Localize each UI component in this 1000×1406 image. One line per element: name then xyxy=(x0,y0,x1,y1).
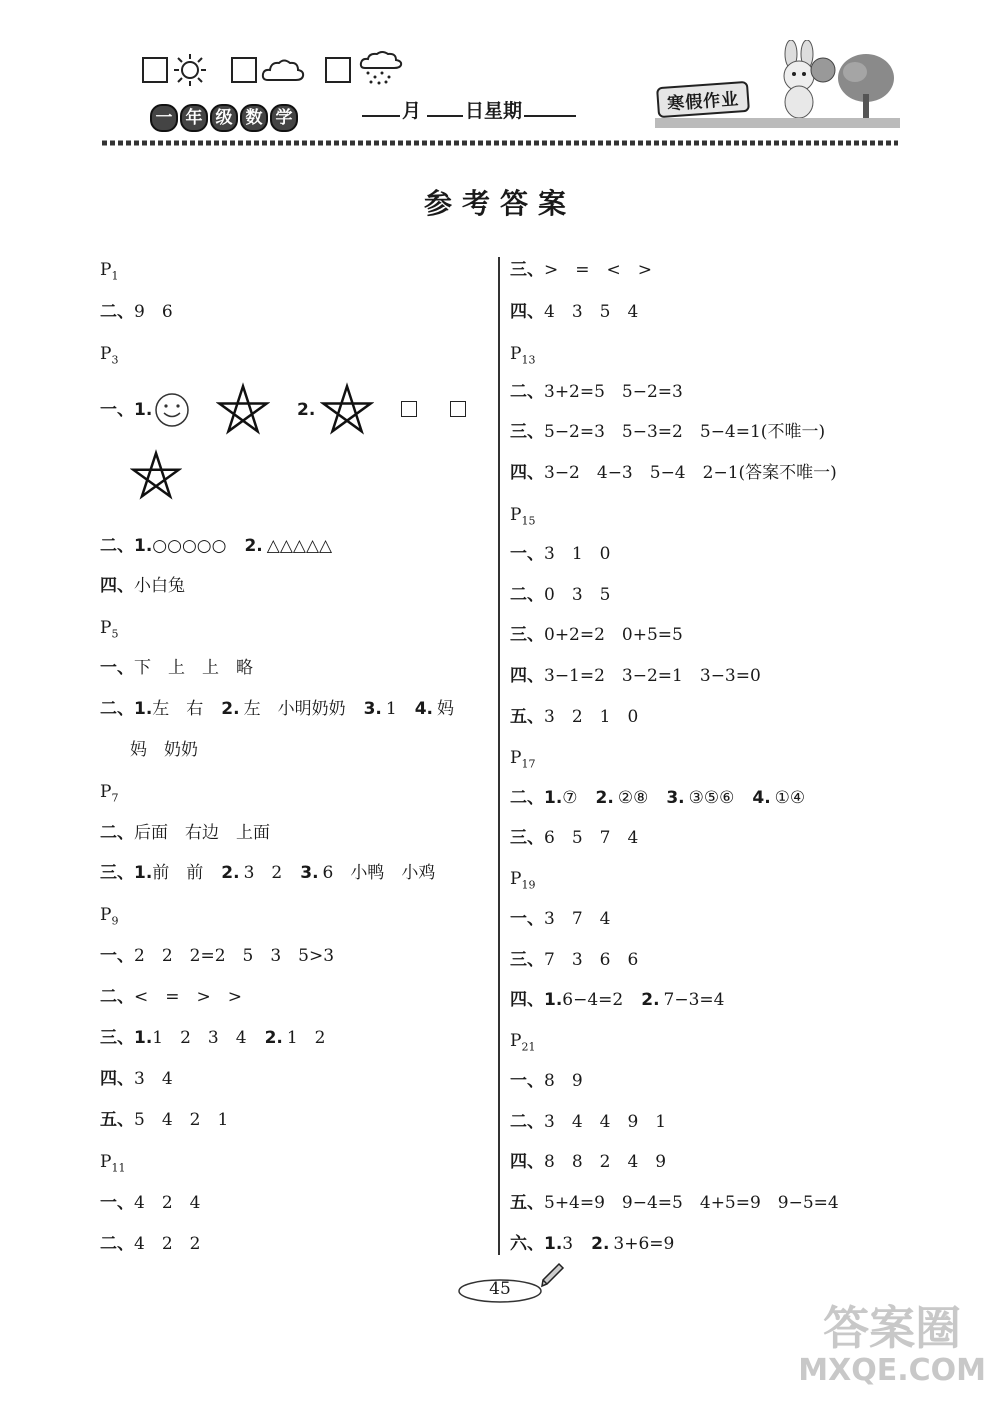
answer-text: 3−1=2 3−2=1 3−3=0 xyxy=(544,666,761,686)
answer-line xyxy=(510,620,683,650)
answer-text: ⑦ xyxy=(562,788,578,808)
sub-question-number: 2. xyxy=(244,536,263,556)
page-ref-letter: P xyxy=(100,782,112,802)
answer-text: 9 6 xyxy=(134,302,173,322)
question-number: 四、 xyxy=(100,576,134,596)
question-number: 三、 xyxy=(510,625,544,645)
answer-line xyxy=(510,783,805,813)
watermark-url: MXQE.COM xyxy=(798,1353,986,1388)
answer-text: 后面 右边 上面 xyxy=(134,823,270,843)
answer-line xyxy=(100,1023,326,1053)
answer-text: 妈 奶奶 xyxy=(130,740,198,760)
star-icon xyxy=(130,449,182,501)
question-number: 一、 xyxy=(100,658,134,678)
sub-question-number: 2. xyxy=(264,1028,283,1048)
answer-line xyxy=(100,395,316,425)
page-reference xyxy=(100,339,118,375)
page-ref-number: 11 xyxy=(111,1161,126,1175)
page-ref-letter: P xyxy=(100,344,112,364)
question-number: 一、 xyxy=(100,946,134,966)
cloud-icon xyxy=(260,56,306,84)
question-number: 三、 xyxy=(510,260,544,280)
page-ref-number: 13 xyxy=(521,353,536,367)
checkbox-icon[interactable] xyxy=(450,401,466,417)
page-reference xyxy=(100,613,118,649)
answer-line xyxy=(100,694,454,724)
answer-line xyxy=(510,539,610,569)
question-number: 三、 xyxy=(510,828,544,848)
page-ref-letter: P xyxy=(100,618,112,638)
answer-line xyxy=(510,985,724,1015)
answer-line xyxy=(510,945,638,975)
badge-char: 级 xyxy=(210,104,238,132)
page-reference xyxy=(510,500,535,536)
badge-char: 一 xyxy=(150,104,178,132)
answer-line xyxy=(100,1229,200,1259)
answer-text: 2 2 2=2 5 3 5>3 xyxy=(134,946,335,966)
answer-line xyxy=(100,1105,228,1135)
answer-text: △△△△△ xyxy=(266,536,333,556)
answer-text: 3 2 xyxy=(243,863,283,883)
badge-char: 年 xyxy=(180,104,208,132)
answer-line xyxy=(100,531,332,561)
page-number xyxy=(457,1276,543,1304)
page-ref-number: 5 xyxy=(111,627,119,641)
badge-char: 学 xyxy=(270,104,298,132)
answer-text: 8 9 xyxy=(544,1071,583,1091)
page-ref-number: 21 xyxy=(521,1040,536,1054)
page-ref-letter: P xyxy=(510,748,522,768)
answer-text: 3 2 1 0 xyxy=(544,707,639,727)
day-weekday-label: 日星期 xyxy=(465,100,523,122)
date-line xyxy=(362,96,576,123)
question-number: 一、 xyxy=(510,909,544,929)
answer-text: ①④ xyxy=(774,788,806,808)
answer-text: 4 2 4 xyxy=(134,1193,201,1213)
answer-line xyxy=(100,297,173,327)
winter-homework-banner xyxy=(655,40,900,130)
answer-text: 3 7 4 xyxy=(544,909,611,929)
sub-question-number: 4. xyxy=(414,699,434,719)
banner-sign xyxy=(656,81,750,118)
question-number: 四、 xyxy=(510,666,544,686)
weekday-blank[interactable] xyxy=(524,97,576,117)
answer-text: 小白兔 xyxy=(134,576,185,596)
answer-text: 7 3 6 6 xyxy=(544,950,639,970)
answer-line xyxy=(510,1107,666,1137)
question-number: 二、1. xyxy=(100,699,153,719)
answer-line xyxy=(510,377,683,407)
answer-text: 3 xyxy=(562,1234,574,1254)
sub-question-number: 3. xyxy=(363,699,382,719)
question-number: 四、 xyxy=(510,1152,544,1172)
answer-line xyxy=(100,941,334,971)
grade-subject-badge xyxy=(150,104,298,132)
answer-text: 0 3 5 xyxy=(544,585,611,605)
answer-text: 3+2=5 5−2=3 xyxy=(544,382,683,402)
answer-text: < = > > xyxy=(134,987,242,1007)
smiley-face-icon xyxy=(154,392,190,428)
question-number: 五、 xyxy=(100,1110,134,1130)
answer-text: 3 1 0 xyxy=(544,544,611,564)
page-reference xyxy=(510,864,535,900)
page-ref-letter: P xyxy=(510,505,522,525)
answer-text: 4 3 5 4 xyxy=(544,302,639,322)
answer-text: 0+2=2 0+5=5 xyxy=(544,625,683,645)
answer-text: 6 小鸭 小鸡 xyxy=(322,863,436,883)
answer-line xyxy=(510,580,610,610)
question-number: 四、1. xyxy=(510,990,563,1010)
question-number: 五、 xyxy=(510,707,544,727)
header-dotted-divider xyxy=(100,139,900,147)
weather-checkbox-rainy[interactable] xyxy=(325,57,351,83)
sub-question-number: 3. xyxy=(666,788,685,808)
answer-text: 1 2 3 4 xyxy=(152,1028,247,1048)
star-icon xyxy=(320,382,374,436)
sun-icon xyxy=(170,52,210,88)
answer-text: 3−2 4−3 5−4 2−1(答案不唯一) xyxy=(544,463,837,483)
banner-text: 寒假作业 xyxy=(666,89,740,115)
page-ref-letter: P xyxy=(100,260,112,280)
page-ref-number: 1 xyxy=(111,269,119,283)
question-number: 二、 xyxy=(100,1234,134,1254)
answer-line xyxy=(100,653,253,683)
question-number: 六、1. xyxy=(510,1234,563,1254)
answer-text: ③⑤⑥ xyxy=(688,788,735,808)
page-reference xyxy=(100,1147,125,1183)
question-number: 四、 xyxy=(100,1069,134,1089)
answer-line xyxy=(130,735,198,765)
page-ref-letter: P xyxy=(510,344,522,364)
answer-line xyxy=(510,1147,666,1177)
answer-text: 3 4 4 9 1 xyxy=(544,1112,667,1132)
answer-line xyxy=(100,1188,200,1218)
page-ref-letter: P xyxy=(100,1152,112,1172)
answer-text: ○○○○○ xyxy=(152,536,227,556)
question-number: 二、 xyxy=(510,382,544,402)
question-number: 五、 xyxy=(510,1193,544,1213)
answer-line xyxy=(510,904,610,934)
weather-checkbox-cloudy[interactable] xyxy=(231,57,257,83)
rabbit-illustration xyxy=(763,40,843,128)
answer-text: ②⑧ xyxy=(617,788,649,808)
question-number: 一、 xyxy=(100,1193,134,1213)
answer-text: 左 右 xyxy=(152,699,204,719)
answer-text: 6−4=2 xyxy=(562,990,624,1010)
answer-line xyxy=(100,982,242,1012)
answer-text: 8 8 2 4 9 xyxy=(544,1152,667,1172)
page-title: 参考答案 xyxy=(423,187,576,220)
question-number: 一、1. xyxy=(100,400,153,420)
answer-text: 7−3=4 xyxy=(663,990,725,1010)
watermark-logo: 答案圈 xyxy=(823,1301,962,1355)
month-blank[interactable] xyxy=(362,97,400,117)
star-icon xyxy=(216,382,270,436)
answer-text: 1 2 xyxy=(286,1028,326,1048)
page-ref-number: 9 xyxy=(111,914,119,928)
day-blank[interactable] xyxy=(427,97,463,117)
page-reference xyxy=(510,743,535,779)
answer-text: 5+4=9 9−4=5 4+5=9 9−5=4 xyxy=(544,1193,839,1213)
answer-text: 妈 xyxy=(437,699,455,719)
badge-char: 数 xyxy=(240,104,268,132)
question-number: 二、 xyxy=(510,585,544,605)
answer-line xyxy=(510,458,837,488)
answer-line xyxy=(510,255,652,285)
question-number: 二、 xyxy=(100,823,134,843)
page-reference xyxy=(510,1026,535,1062)
answer-text: 3 4 xyxy=(134,1069,173,1089)
question-number: 三、1. xyxy=(100,863,153,883)
answer-line xyxy=(100,1064,173,1094)
answer-text: 6 5 7 4 xyxy=(544,828,639,848)
question-number: 二、 xyxy=(100,302,134,322)
answer-line xyxy=(100,858,435,888)
question-number: 一、 xyxy=(510,544,544,564)
column-divider xyxy=(498,257,500,1255)
sub-question-number: 2. xyxy=(641,990,660,1010)
pencil-icon xyxy=(537,1262,565,1290)
page-ref-letter: P xyxy=(100,905,112,925)
sub-question-number: 2. xyxy=(221,863,240,883)
page-ref-number: 17 xyxy=(521,757,536,771)
page-ref-letter: P xyxy=(510,869,522,889)
answer-text: 左 小明奶奶 xyxy=(243,699,346,719)
answer-text: 5 4 2 1 xyxy=(134,1110,229,1130)
question-number: 二、 xyxy=(510,1112,544,1132)
question-number: 一、 xyxy=(510,1071,544,1091)
page-reference xyxy=(100,255,118,291)
sub-question-number: 4. xyxy=(752,788,771,808)
page-reference xyxy=(510,339,535,375)
question-number: 四、 xyxy=(510,463,544,483)
question-number: 三、 xyxy=(510,422,544,442)
sub-question-number: 2. xyxy=(591,1234,610,1254)
question-number: 二、1. xyxy=(510,788,563,808)
answer-line xyxy=(510,702,638,732)
question-number: 二、1. xyxy=(100,536,153,556)
answer-text: 前 前 xyxy=(152,863,204,883)
answer-line xyxy=(510,297,638,327)
answer-line xyxy=(510,1066,583,1096)
watermark xyxy=(798,1302,986,1388)
weather-checkbox-sunny[interactable] xyxy=(142,57,168,83)
answer-text: > = < > xyxy=(544,260,652,280)
sub-question-number: 3. xyxy=(300,863,319,883)
page-number-text: 45 xyxy=(489,1279,511,1299)
question-number: 三、 xyxy=(510,950,544,970)
answer-line xyxy=(100,571,185,601)
sub-question-number: 2. xyxy=(297,400,316,420)
page-reference xyxy=(100,777,118,813)
answer-text: 5−2=3 5−3=2 5−4=1(不唯一) xyxy=(544,422,826,442)
page-ref-number: 15 xyxy=(521,514,536,528)
answer-text: 3+6=9 xyxy=(613,1234,675,1254)
answer-text: 1 xyxy=(385,699,397,719)
answer-line xyxy=(510,1229,674,1259)
answer-text: 下 上 上 略 xyxy=(134,658,253,678)
answer-line xyxy=(100,818,270,848)
page-reference xyxy=(100,900,118,936)
sub-question-number: 2. xyxy=(221,699,240,719)
rain-icon xyxy=(358,50,404,86)
checkbox-icon[interactable] xyxy=(401,401,417,417)
month-label: 月 xyxy=(402,100,422,122)
page-ref-number: 19 xyxy=(521,878,536,892)
page-ref-number: 3 xyxy=(111,353,119,367)
answer-line xyxy=(510,417,825,447)
answer-line xyxy=(510,661,761,691)
page-ref-number: 7 xyxy=(111,791,119,805)
question-number: 三、1. xyxy=(100,1028,153,1048)
page-ref-letter: P xyxy=(510,1031,522,1051)
question-number: 二、 xyxy=(100,987,134,1007)
question-number: 四、 xyxy=(510,302,544,322)
answer-line xyxy=(510,823,638,853)
sub-question-number: 2. xyxy=(595,788,614,808)
answer-text: 4 2 2 xyxy=(134,1234,201,1254)
answer-line xyxy=(510,1188,839,1218)
